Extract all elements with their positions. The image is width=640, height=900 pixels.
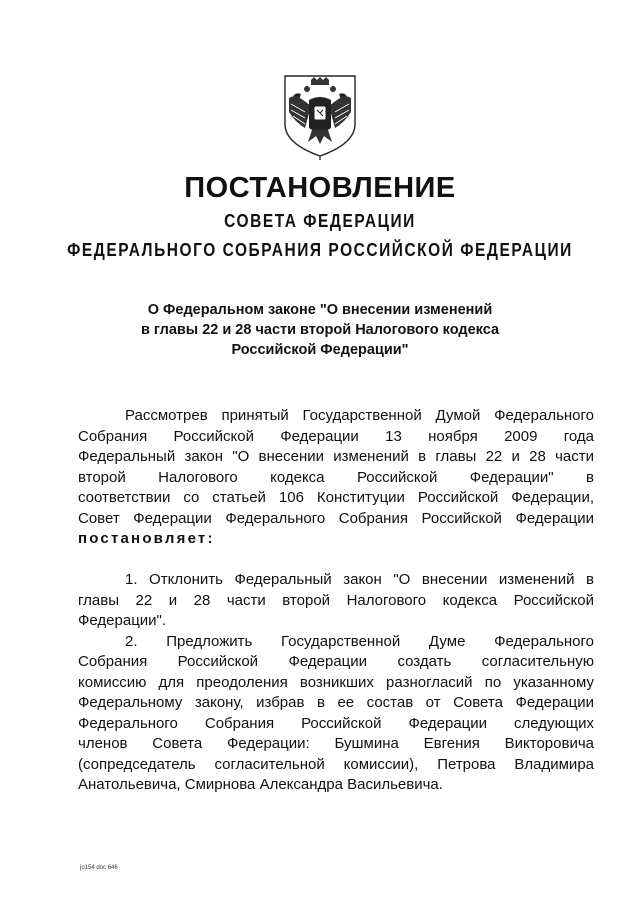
- text-line: Федеральный закон "О внесении изменений в главы 22 и 28 части: [78, 448, 594, 465]
- document-subject: [100, 300, 540, 360]
- text-line: Анатольевича, Смирнова Александра Васильевича.: [78, 776, 443, 793]
- text-line: членов Совета Федерации: Бушмина Евгения Викторовича: [78, 735, 594, 752]
- double-headed-eagle-icon: [281, 72, 359, 160]
- text-line: Федерального Собрания Российской Федерации следующих: [78, 714, 594, 732]
- text-line: Федеральному закону, избрав в ее состав от Совета Федерации: [78, 694, 594, 711]
- subject-line: в главы 22 и 28 части второй Налогового кодекса: [140, 322, 500, 338]
- subject-line: О Федеральном законе "О внесении изменений: [147, 302, 493, 318]
- subject-line: Российской Федерации": [231, 342, 409, 358]
- coat-of-arms-emblem: [281, 72, 359, 160]
- text-line: Федерации".: [78, 612, 167, 629]
- resolution-items: [78, 570, 594, 796]
- document-footer-code: jo154 doc 646: [80, 865, 118, 871]
- text-line: комиссию для преодоления возникших разногласий по указанному: [78, 673, 594, 691]
- text-line: 2. Предложить Государственной Думе Федерального: [125, 632, 594, 650]
- text-line: Совет Федерации Федерального Собрания Российской Федерации: [78, 509, 594, 527]
- text-line: Рассмотрев принятый Государственной Думой Федерального: [125, 407, 594, 424]
- document-subtitle-assembly: ФЕДЕРАЛЬНОГО СОБРАНИЯ РОССИЙСКОЙ ФЕДЕРАЦИИ: [67, 240, 573, 260]
- text-line: Собрания Российской Федерации создать согласительную: [78, 653, 594, 670]
- text-line: 1. Отклонить Федеральный закон "О внесении изменений в: [125, 571, 594, 588]
- resolves-keyword: постановляет:: [78, 530, 215, 547]
- text-line: (сопредседатель согласительной комиссии), Петрова Владимира: [78, 755, 594, 773]
- text-line: соответствии со статьей 106 Конституции Российской Федерации,: [78, 489, 594, 506]
- document-title: ПОСТАНОВЛЕНИЕ: [184, 172, 456, 204]
- text-line: Собрания Российской Федерации 13 ноября 2009 года: [78, 427, 594, 445]
- text-line: второй Налогового кодекса Российской Федерации" в: [78, 468, 594, 486]
- text-line: главы 22 и 28 части второй Налогового кодекса Российской: [78, 591, 594, 609]
- document-subtitle-council: СОВЕТА ФЕДЕРАЦИИ: [224, 211, 416, 231]
- preamble-paragraph: [78, 406, 594, 550]
